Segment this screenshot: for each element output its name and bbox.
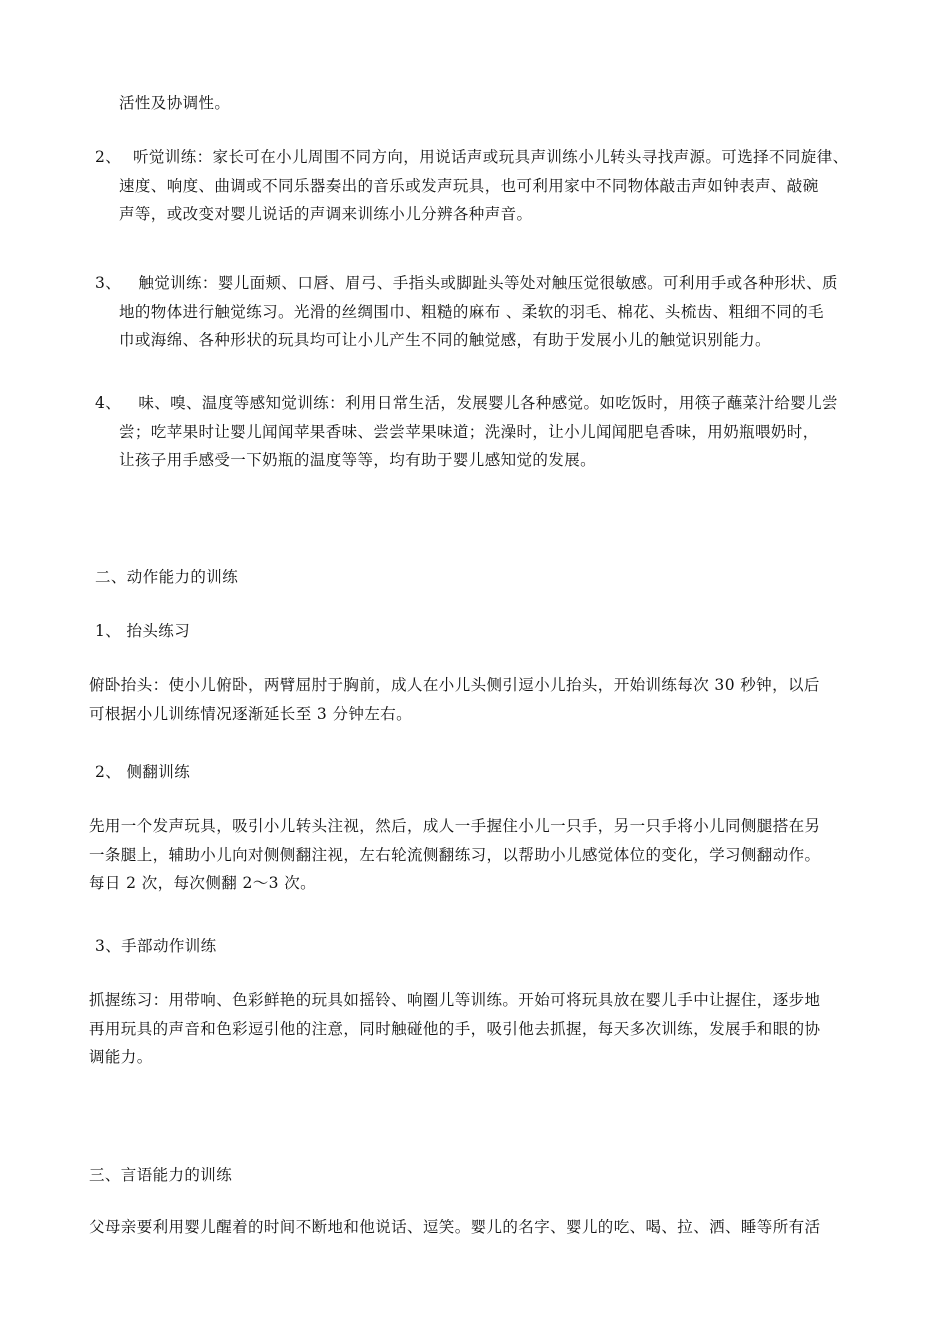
paragraph-line: 味、嗅、温度等感知觉训练：利用日常生活，发展婴儿各种感觉。如吃饭时，用筷子蘸菜汁给婴儿尝 — [133, 394, 838, 412]
paragraph-line: 再用玩具的声音和色彩逗引他的注意，同时触碰他的手，吸引他去抓握，每天多次训练，发展手和眼的协 — [89, 1019, 821, 1038]
list-number: 4、 — [95, 394, 122, 412]
subsection-heading: 2、 侧翻训练 — [95, 763, 191, 781]
paragraph-line: 调能力。 — [89, 1048, 153, 1066]
paragraph-line: 让孩子用手感受一下奶瓶的温度等等，均有助于婴儿感知觉的发展。 — [119, 451, 597, 469]
paragraph-line: 父母亲要利用婴儿醒着的时间不断地和他说话、逗笑。婴儿的名字、婴儿的吃、喝、拉、洒、睡等所有活 — [89, 1218, 821, 1236]
paragraph-line: 巾或海绵、各种形状的玩具均可让小儿产生不同的触觉感，有助于发展小儿的触觉识别能力。 — [119, 331, 771, 349]
paragraph-head-lift — [89, 671, 820, 728]
paragraph-line: 听觉训练：家长可在小儿周围不同方向，用说话声或玩具声训练小儿转头寻找声源。可选择不同旋律、 — [133, 148, 849, 166]
list-item-taste-smell — [95, 389, 838, 475]
paragraph-line: 声等，或改变对婴儿说话的声调来训练小儿分辨各种声音。 — [119, 205, 533, 223]
paragraph-line: 触觉训练：婴儿面颊、口唇、眉弓、手指头或脚趾头等处对触压觉很敏感。可利用手或各种形状、质 — [133, 274, 838, 292]
subsection-heading: 1、 抬头练习 — [95, 622, 191, 640]
paragraph-language — [89, 1213, 820, 1242]
section-heading: 三、言语能力的训练 — [89, 1166, 233, 1184]
list-number: 2、 — [95, 148, 122, 166]
list-item-touch — [95, 269, 838, 355]
subsection-heading: 3、手部动作训练 — [95, 937, 217, 955]
paragraph-line: 一条腿上，辅助小儿向对侧侧翻注视，左右轮流侧翻练习，以帮助小儿感觉体位的变化，学习侧翻动作。 — [89, 845, 821, 864]
paragraph-grasp — [89, 986, 820, 1072]
paragraph-line: 活性及协调性。 — [119, 94, 231, 112]
paragraph-line: 每日 2 次，每次侧翻 2～3 次。 — [89, 874, 316, 892]
paragraph-line: 先用一个发声玩具，吸引小儿转头注视，然后，成人一手握住小儿一只手，另一只手将小儿同侧腿搭在另 — [89, 817, 821, 835]
paragraph-line: 地的物体进行触觉练习。光滑的丝绸围巾、粗糙的麻布 、柔软的羽毛、棉花、头梳齿、粗细不同的毛 — [119, 302, 824, 321]
section-heading: 二、动作能力的训练 — [95, 568, 239, 586]
list-item-hearing — [95, 143, 849, 229]
paragraph-rollover — [89, 812, 820, 898]
list-number: 3、 — [95, 274, 122, 292]
continuation-line — [119, 89, 230, 118]
paragraph-line: 可根据小儿训练情况逐渐延长至 3 分钟左右。 — [89, 704, 413, 723]
paragraph-line: 抓握练习：用带响、色彩鲜艳的玩具如摇铃、响圈儿等训练。开始可将玩具放在婴儿手中让握住，逐步地 — [89, 991, 821, 1009]
paragraph-line: 速度、响度、曲调或不同乐器奏出的音乐或发声玩具，也可利用家中不同物体敲击声如钟表声、敲碗 — [119, 176, 819, 195]
paragraph-line: 尝；吃苹果时让婴儿闻闻苹果香味、尝尝苹果味道；洗澡时，让小儿闻闻肥皂香味，用奶瓶喂奶时， — [119, 422, 819, 441]
paragraph-line: 俯卧抬头：使小儿俯卧，两臂屈肘于胸前，成人在小儿头侧引逗小儿抬头，开始训练每次 30 秒钟，以后 — [89, 676, 820, 694]
